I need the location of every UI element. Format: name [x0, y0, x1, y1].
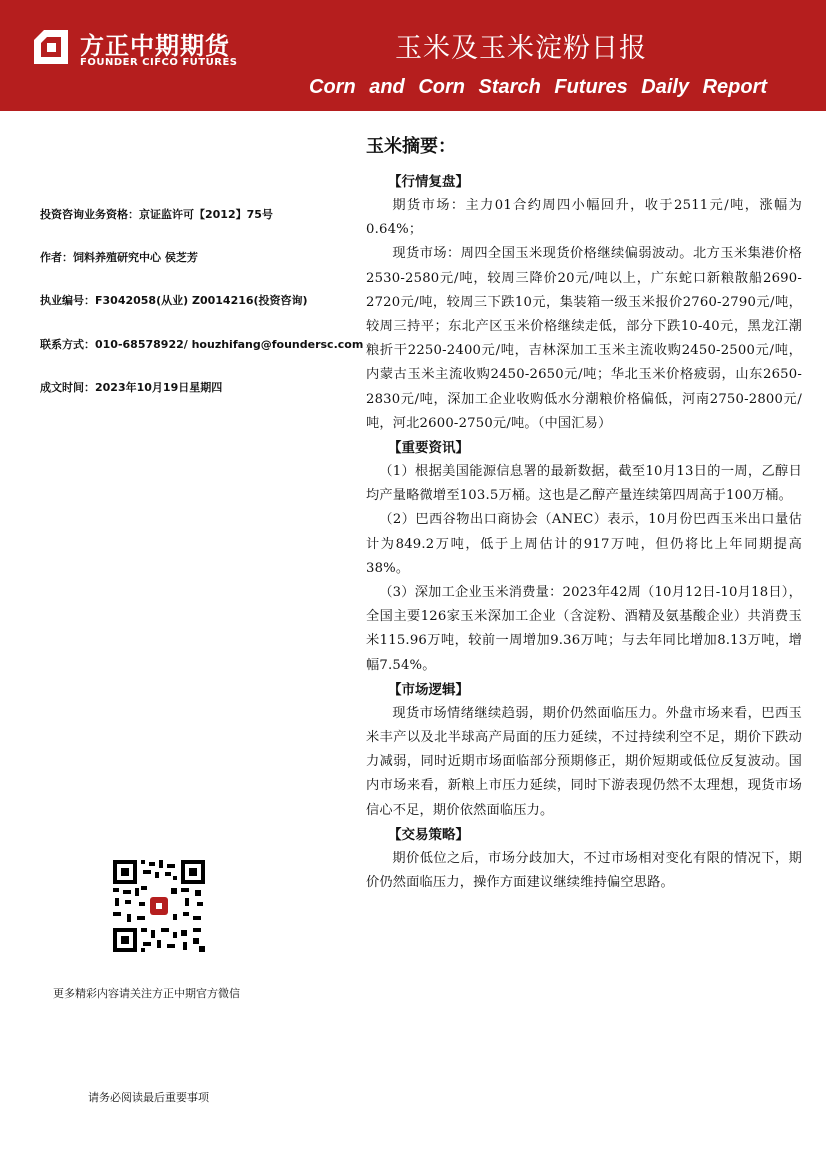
- license-info: 执业编号：F3042058(从业) Z0014216(投资咨询): [40, 294, 308, 307]
- contact-info: 联系方式：010-68578922/ houzhifang@foundersc.com: [40, 338, 364, 351]
- paragraph-market-logic: 现货市场情绪继续趋弱，期价仍然面临压力。外盘市场来看，巴西玉米丰产以及北半球高产局面的压力延续，不过持续利空不足，期价下跌动力减弱，同时近期市场面临部分预期修正，期价短期或低位反复波动。国内市场来看，新粮上市压力延续，同时下游表现仍然不太理想，现货市场信心不足，期价依然面临压力。: [366, 705, 802, 818]
- paragraph-spot-market: 现货市场：周四全国玉米现货价格继续偏弱波动。北方玉米集港价格2530-2580元/吨，较周三降价20元/吨以上，广东蛇口新粮散船2690-2720元/吨，较周三下跌10元，集装箱一级玉米报价2760-2790元/吨，较周三持平；东北产区玉米价格继续走低，部分下跌10-40元，黑龙江潮粮折干2250-2400元/吨，吉林深加工玉米主流收购2450-2500元/吨，内蒙古玉米主流收购2450-2650元/吨；华北玉米价格疲弱，山东2650-2830元/吨，深加工企业收购低水分潮粮价格偏低，河南2750-2800元/吨，河北2600-2750元/吨。（中国汇易）: [366, 246, 802, 431]
- footer-disclaimer-note: 请务必阅读最后重要事项: [88, 1091, 209, 1104]
- report-title-cn: 玉米及玉米淀粉日报: [395, 33, 647, 64]
- summary-title: 玉米摘要：: [366, 136, 456, 157]
- summary-column: [366, 132, 802, 895]
- paragraph-trading-strategy: 期价低位之后，市场分歧加大，不过市场相对变化有限的情况下，期价仍然面临压力，操作方面建议继续维持偏空思路。: [366, 850, 802, 891]
- paragraph-futures-market: 期货市场：主力01合约周四小幅回升，收于2511元/吨，涨幅为0.64%；: [366, 198, 802, 238]
- paragraph-news-3: （3）深加工企业玉米消费量：2023年42周（10月12日-10月18日），全国主要126家玉米深加工企业（含淀粉、酒精及氨基酸企业）共消费玉米115.96万吨，较前一周增加9.36万吨；与去年同比增加8.13万吨，增幅7.54%。: [366, 585, 802, 673]
- paragraph-news-2: （2）巴西谷物出口商协会（ANEC）表示，10月份巴西玉米出口量估计为849.2万吨，低于上周估计的917万吨，但仍将比上年同期提高38%。: [366, 512, 802, 576]
- section-heading-trading-strategy: 【交易策略】: [388, 826, 469, 843]
- author-info: 作者：饲料养殖研究中心 侯芝芳: [40, 251, 198, 264]
- qr-caption: 更多精彩内容请关注方正中期官方微信: [53, 987, 240, 1000]
- section-heading-key-news: 【重要资讯】: [388, 440, 469, 457]
- logo-english-name: FOUNDER CIFCO FUTURES: [80, 57, 238, 68]
- date-info: 成文时间：2023年10月19日星期四: [40, 381, 223, 394]
- wechat-qr-code-icon: [111, 858, 207, 954]
- section-heading-market-review: 【行情复盘】: [388, 174, 469, 190]
- section-heading-market-logic: 【市场逻辑】: [388, 681, 469, 698]
- report-title-en: Corn and Corn Starch Futures Daily Report: [309, 76, 768, 98]
- header-band: [0, 0, 826, 111]
- brand-logo: [30, 26, 260, 76]
- paragraph-news-1: （1）根据美国能源信息署的最新数据，截至10月13日的一周，乙醇日均产量略微增至103.5万桶。这也是乙醇产量连续第四周高于100万桶。: [366, 464, 802, 504]
- founder-logo-icon: [30, 26, 72, 68]
- qualification-info: 投资咨询业务资格：京证监许可【2012】75号: [40, 208, 273, 221]
- logo-chinese-name: 方正中期期货: [80, 32, 230, 60]
